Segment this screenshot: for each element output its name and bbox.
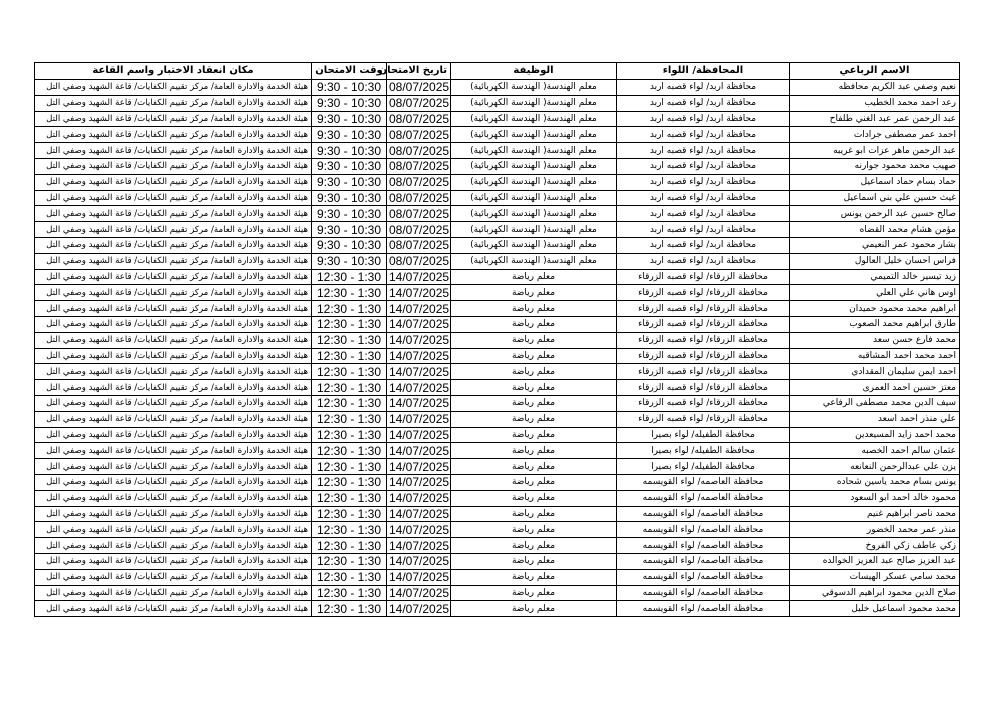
cell-date: 14/07/2025 — [387, 380, 451, 396]
cell-place: هيئة الخدمة والادارة العامة/ مركز تقييم الكفايات/ قاعة الشهيد وصفي التل — [35, 269, 312, 285]
cell-governorate: محافظة الزرقاء/ لواء قصبه الزرقاء — [617, 348, 790, 364]
cell-governorate: محافظة الطفيله/ لواء بصيرا — [617, 443, 790, 459]
cell-job: معلم رياضة — [451, 569, 617, 585]
cell-time: 12:30 - 1:30 — [312, 269, 387, 285]
cell-name: ابراهيم محمد محمود حميدان — [790, 301, 960, 317]
cell-time: 12:30 - 1:30 — [312, 585, 387, 601]
cell-place: هيئة الخدمة والادارة العامة/ مركز تقييم الكفايات/ قاعة الشهيد وصفي التل — [35, 222, 312, 238]
cell-place: هيئة الخدمة والادارة العامة/ مركز تقييم الكفايات/ قاعة الشهيد وصفي التل — [35, 80, 312, 96]
cell-date: 14/07/2025 — [387, 364, 451, 380]
cell-place: هيئة الخدمة والادارة العامة/ مركز تقييم الكفايات/ قاعة الشهيد وصفي التل — [35, 585, 312, 601]
cell-name: محمود خالد احمد ابو السعود — [790, 490, 960, 506]
cell-job: معلم رياضة — [451, 538, 617, 554]
cell-governorate: محافظة اربد/ لواء قصبه اربد — [617, 111, 790, 127]
cell-name: مؤمن هشام محمد القضاه — [790, 222, 960, 238]
table-row — [35, 95, 960, 111]
cell-governorate: محافظة اربد/ لواء قصبه اربد — [617, 143, 790, 159]
cell-place: هيئة الخدمة والادارة العامة/ مركز تقييم الكفايات/ قاعة الشهيد وصفي التل — [35, 490, 312, 506]
table-row — [35, 253, 960, 269]
cell-time: 12:30 - 1:30 — [312, 332, 387, 348]
cell-place: هيئة الخدمة والادارة العامة/ مركز تقييم الكفايات/ قاعة الشهيد وصفي التل — [35, 443, 312, 459]
cell-job: معلم رياضة — [451, 269, 617, 285]
cell-name: صلاح الدين محمود ابراهيم الدسوقي — [790, 585, 960, 601]
cell-job: معلم رياضة — [451, 380, 617, 396]
cell-place: هيئة الخدمة والادارة العامة/ مركز تقييم الكفايات/ قاعة الشهيد وصفي التل — [35, 553, 312, 569]
cell-time: 12:30 - 1:30 — [312, 553, 387, 569]
cell-date: 14/07/2025 — [387, 411, 451, 427]
table-row — [35, 474, 960, 490]
cell-job: معلم رياضة — [451, 459, 617, 475]
table-row — [35, 348, 960, 364]
cell-job: معلم الهندسة( الهندسة الكهربائية) — [451, 174, 617, 190]
table-row — [35, 395, 960, 411]
table-row — [35, 332, 960, 348]
cell-job: معلم رياضة — [451, 427, 617, 443]
cell-time: 9:30 - 10:30 — [312, 206, 387, 222]
cell-place: هيئة الخدمة والادارة العامة/ مركز تقييم الكفايات/ قاعة الشهيد وصفي التل — [35, 380, 312, 396]
cell-job: معلم الهندسة( الهندسة الكهربائية) — [451, 143, 617, 159]
cell-name: اوس هاني علي العلي — [790, 285, 960, 301]
cell-place: هيئة الخدمة والادارة العامة/ مركز تقييم الكفايات/ قاعة الشهيد وصفي التل — [35, 316, 312, 332]
table-row — [35, 569, 960, 585]
cell-job: معلم رياضة — [451, 490, 617, 506]
cell-job: معلم الهندسة( الهندسة الكهربائية) — [451, 190, 617, 206]
cell-time: 9:30 - 10:30 — [312, 174, 387, 190]
cell-date: 08/07/2025 — [387, 158, 451, 174]
cell-place: هيئة الخدمة والادارة العامة/ مركز تقييم الكفايات/ قاعة الشهيد وصفي التل — [35, 427, 312, 443]
header-name: الاسم الرباعي — [790, 63, 960, 80]
cell-name: محمد محمود اسماعيل خليل — [790, 601, 960, 617]
cell-date: 08/07/2025 — [387, 222, 451, 238]
table-row — [35, 411, 960, 427]
cell-job: معلم رياضة — [451, 395, 617, 411]
cell-job: معلم رياضة — [451, 506, 617, 522]
cell-name: عبد الرحمن ماهر عزات ابو غريبه — [790, 143, 960, 159]
cell-name: غيث حسين علي بني اسماعيل — [790, 190, 960, 206]
cell-name: فراس احسان خليل العالول — [790, 253, 960, 269]
cell-job: معلم الهندسة( الهندسة الكهربائية) — [451, 80, 617, 96]
cell-date: 08/07/2025 — [387, 95, 451, 111]
cell-time: 9:30 - 10:30 — [312, 111, 387, 127]
cell-governorate: محافظة الزرقاء/ لواء قصبه الزرقاء — [617, 316, 790, 332]
cell-job: معلم رياضة — [451, 316, 617, 332]
table-row — [35, 364, 960, 380]
cell-time: 12:30 - 1:30 — [312, 474, 387, 490]
cell-time: 9:30 - 10:30 — [312, 222, 387, 238]
table-row — [35, 380, 960, 396]
cell-governorate: محافظة اربد/ لواء قصبه اربد — [617, 80, 790, 96]
table-row — [35, 316, 960, 332]
table-row — [35, 206, 960, 222]
cell-date: 08/07/2025 — [387, 253, 451, 269]
table-row — [35, 80, 960, 96]
cell-name: عثمان سالم احمد الخصبه — [790, 443, 960, 459]
cell-job: معلم رياضة — [451, 443, 617, 459]
cell-governorate: محافظة الزرقاء/ لواء قصبه الزرقاء — [617, 285, 790, 301]
table-row — [35, 158, 960, 174]
cell-place: هيئة الخدمة والادارة العامة/ مركز تقييم الكفايات/ قاعة الشهيد وصفي التل — [35, 253, 312, 269]
header-time: وقت الامتحان — [312, 63, 387, 80]
cell-time: 9:30 - 10:30 — [312, 237, 387, 253]
cell-date: 14/07/2025 — [387, 585, 451, 601]
cell-governorate: محافظة اربد/ لواء قصبه اربد — [617, 127, 790, 143]
cell-place: هيئة الخدمة والادارة العامة/ مركز تقييم الكفايات/ قاعة الشهيد وصفي التل — [35, 601, 312, 617]
cell-name: احمد ايمن سليمان المقدادي — [790, 364, 960, 380]
cell-name: رعد احمد محمد الخطيب — [790, 95, 960, 111]
table-row — [35, 143, 960, 159]
cell-governorate: محافظة العاصمه/ لواء القويسمه — [617, 553, 790, 569]
cell-name: احمد محمد احمد المشاقبه — [790, 348, 960, 364]
cell-place: هيئة الخدمة والادارة العامة/ مركز تقييم الكفايات/ قاعة الشهيد وصفي التل — [35, 506, 312, 522]
cell-governorate: محافظة العاصمه/ لواء القويسمه — [617, 506, 790, 522]
table-body — [35, 80, 960, 617]
cell-governorate: محافظة الزرقاء/ لواء قصبه الزرقاء — [617, 332, 790, 348]
cell-date: 14/07/2025 — [387, 569, 451, 585]
cell-governorate: محافظة اربد/ لواء قصبه اربد — [617, 174, 790, 190]
cell-governorate: محافظة العاصمه/ لواء القويسمه — [617, 601, 790, 617]
cell-place: هيئة الخدمة والادارة العامة/ مركز تقييم الكفايات/ قاعة الشهيد وصفي التل — [35, 143, 312, 159]
cell-time: 9:30 - 10:30 — [312, 95, 387, 111]
cell-governorate: محافظة العاصمه/ لواء القويسمه — [617, 569, 790, 585]
cell-job: معلم رياضة — [451, 348, 617, 364]
cell-name: يزن علي عبدالرحمن النعانعه — [790, 459, 960, 475]
cell-date: 08/07/2025 — [387, 127, 451, 143]
cell-date: 14/07/2025 — [387, 601, 451, 617]
cell-time: 12:30 - 1:30 — [312, 301, 387, 317]
cell-name: يونس بسام محمد ياسين شحاده — [790, 474, 960, 490]
table-row — [35, 269, 960, 285]
cell-governorate: محافظة العاصمه/ لواء القويسمه — [617, 585, 790, 601]
cell-time: 12:30 - 1:30 — [312, 348, 387, 364]
cell-governorate: محافظة الزرقاء/ لواء قصبه الزرقاء — [617, 380, 790, 396]
cell-time: 12:30 - 1:30 — [312, 285, 387, 301]
table-row — [35, 190, 960, 206]
cell-date: 14/07/2025 — [387, 269, 451, 285]
table-row — [35, 459, 960, 475]
cell-job: معلم رياضة — [451, 411, 617, 427]
cell-job: معلم رياضة — [451, 332, 617, 348]
cell-date: 14/07/2025 — [387, 538, 451, 554]
cell-name: صالح حسين عبد الرحمن يونس — [790, 206, 960, 222]
table-row — [35, 443, 960, 459]
table-row — [35, 553, 960, 569]
cell-governorate: محافظة الزرقاء/ لواء قصبه الزرقاء — [617, 301, 790, 317]
cell-time: 12:30 - 1:30 — [312, 316, 387, 332]
cell-name: صهيب محمد محمود جوارنه — [790, 158, 960, 174]
table-row — [35, 301, 960, 317]
cell-place: هيئة الخدمة والادارة العامة/ مركز تقييم الكفايات/ قاعة الشهيد وصفي التل — [35, 237, 312, 253]
cell-date: 14/07/2025 — [387, 285, 451, 301]
cell-time: 9:30 - 10:30 — [312, 253, 387, 269]
cell-date: 14/07/2025 — [387, 301, 451, 317]
cell-name: محمد فارع حسن سعد — [790, 332, 960, 348]
cell-job: معلم رياضة — [451, 301, 617, 317]
cell-time: 9:30 - 10:30 — [312, 158, 387, 174]
cell-time: 12:30 - 1:30 — [312, 364, 387, 380]
cell-time: 12:30 - 1:30 — [312, 522, 387, 538]
cell-time: 9:30 - 10:30 — [312, 80, 387, 96]
cell-place: هيئة الخدمة والادارة العامة/ مركز تقييم الكفايات/ قاعة الشهيد وصفي التل — [35, 158, 312, 174]
cell-job: معلم الهندسة( الهندسة الكهربائية) — [451, 206, 617, 222]
cell-time: 12:30 - 1:30 — [312, 427, 387, 443]
table-row — [35, 127, 960, 143]
cell-place: هيئة الخدمة والادارة العامة/ مركز تقييم الكفايات/ قاعة الشهيد وصفي التل — [35, 538, 312, 554]
cell-time: 9:30 - 10:30 — [312, 143, 387, 159]
table-row — [35, 601, 960, 617]
table-row — [35, 522, 960, 538]
cell-date: 14/07/2025 — [387, 395, 451, 411]
cell-date: 14/07/2025 — [387, 459, 451, 475]
table-row — [35, 506, 960, 522]
cell-name: سيف الدين محمد مصطفى الرفاعي — [790, 395, 960, 411]
cell-date: 14/07/2025 — [387, 522, 451, 538]
cell-place: هيئة الخدمة والادارة العامة/ مركز تقييم الكفايات/ قاعة الشهيد وصفي التل — [35, 301, 312, 317]
cell-job: معلم الهندسة( الهندسة الكهربائية) — [451, 222, 617, 238]
cell-governorate: محافظة الطفيله/ لواء بصيرا — [617, 427, 790, 443]
cell-governorate: محافظة العاصمه/ لواء القويسمه — [617, 490, 790, 506]
cell-name: عبد العزيز صالح عبد العزيز الخوالده — [790, 553, 960, 569]
cell-time: 9:30 - 10:30 — [312, 190, 387, 206]
header-place: مكان انعقاد الاختبار واسم القاعة — [35, 63, 312, 80]
cell-job: معلم الهندسة( الهندسة الكهربائية) — [451, 95, 617, 111]
cell-place: هيئة الخدمة والادارة العامة/ مركز تقييم الكفايات/ قاعة الشهيد وصفي التل — [35, 348, 312, 364]
cell-governorate: محافظة اربد/ لواء قصبه اربد — [617, 222, 790, 238]
cell-job: معلم الهندسة( الهندسة الكهربائية) — [451, 253, 617, 269]
cell-time: 12:30 - 1:30 — [312, 601, 387, 617]
cell-place: هيئة الخدمة والادارة العامة/ مركز تقييم الكفايات/ قاعة الشهيد وصفي التل — [35, 395, 312, 411]
cell-governorate: محافظة الزرقاء/ لواء قصبه الزرقاء — [617, 269, 790, 285]
cell-place: هيئة الخدمة والادارة العامة/ مركز تقييم الكفايات/ قاعة الشهيد وصفي التل — [35, 411, 312, 427]
cell-job: معلم رياضة — [451, 553, 617, 569]
cell-job: معلم الهندسة( الهندسة الكهربائية) — [451, 237, 617, 253]
cell-job: معلم الهندسة( الهندسة الكهربائية) — [451, 111, 617, 127]
cell-date: 14/07/2025 — [387, 316, 451, 332]
cell-name: زكي عاطف زكي الفروخ — [790, 538, 960, 554]
cell-date: 14/07/2025 — [387, 443, 451, 459]
cell-date: 14/07/2025 — [387, 427, 451, 443]
cell-name: زيد تيسير خالد التميمي — [790, 269, 960, 285]
cell-time: 12:30 - 1:30 — [312, 443, 387, 459]
cell-place: هيئة الخدمة والادارة العامة/ مركز تقييم الكفايات/ قاعة الشهيد وصفي التل — [35, 190, 312, 206]
cell-name: معتز حسين احمد العمرى — [790, 380, 960, 396]
cell-date: 08/07/2025 — [387, 111, 451, 127]
table-row — [35, 490, 960, 506]
cell-place: هيئة الخدمة والادارة العامة/ مركز تقييم الكفايات/ قاعة الشهيد وصفي التل — [35, 95, 312, 111]
cell-name: علي منذر احمد اسعد — [790, 411, 960, 427]
cell-time: 12:30 - 1:30 — [312, 459, 387, 475]
cell-governorate: محافظة الزرقاء/ لواء قصبه الزرقاء — [617, 411, 790, 427]
cell-job: معلم رياضة — [451, 585, 617, 601]
cell-governorate: محافظة الزرقاء/ لواء قصبه الزرقاء — [617, 364, 790, 380]
table-row — [35, 585, 960, 601]
cell-name: حماد بسام حماد اسماعيل — [790, 174, 960, 190]
cell-date: 14/07/2025 — [387, 474, 451, 490]
cell-job: معلم الهندسة( الهندسة الكهربائية) — [451, 127, 617, 143]
cell-date: 08/07/2025 — [387, 237, 451, 253]
cell-place: هيئة الخدمة والادارة العامة/ مركز تقييم الكفايات/ قاعة الشهيد وصفي التل — [35, 569, 312, 585]
cell-time: 12:30 - 1:30 — [312, 490, 387, 506]
cell-date: 08/07/2025 — [387, 190, 451, 206]
cell-governorate: محافظة اربد/ لواء قصبه اربد — [617, 253, 790, 269]
cell-governorate: محافظة اربد/ لواء قصبه اربد — [617, 158, 790, 174]
cell-job: معلم رياضة — [451, 474, 617, 490]
cell-place: هيئة الخدمة والادارة العامة/ مركز تقييم الكفايات/ قاعة الشهيد وصفي التل — [35, 206, 312, 222]
cell-place: هيئة الخدمة والادارة العامة/ مركز تقييم الكفايات/ قاعة الشهيد وصفي التل — [35, 364, 312, 380]
cell-governorate: محافظة الطفيله/ لواء بصيرا — [617, 459, 790, 475]
cell-place: هيئة الخدمة والادارة العامة/ مركز تقييم الكفايات/ قاعة الشهيد وصفي التل — [35, 127, 312, 143]
cell-job: معلم رياضة — [451, 364, 617, 380]
cell-governorate: محافظة اربد/ لواء قصبه اربد — [617, 237, 790, 253]
cell-place: هيئة الخدمة والادارة العامة/ مركز تقييم الكفايات/ قاعة الشهيد وصفي التل — [35, 522, 312, 538]
header-date: تاريخ الامتحان — [387, 63, 451, 80]
cell-date: 14/07/2025 — [387, 490, 451, 506]
exam-schedule-sheet — [34, 62, 959, 617]
cell-date: 14/07/2025 — [387, 348, 451, 364]
cell-date: 08/07/2025 — [387, 143, 451, 159]
header-row — [35, 63, 960, 80]
cell-place: هيئة الخدمة والادارة العامة/ مركز تقييم الكفايات/ قاعة الشهيد وصفي التل — [35, 111, 312, 127]
cell-date: 14/07/2025 — [387, 332, 451, 348]
cell-name: طارق ابراهيم محمد الصعوب — [790, 316, 960, 332]
table-row — [35, 285, 960, 301]
cell-time: 12:30 - 1:30 — [312, 380, 387, 396]
table-row — [35, 174, 960, 190]
cell-date: 08/07/2025 — [387, 174, 451, 190]
cell-name: نعيم وصفي عبد الكريم محافظه — [790, 80, 960, 96]
cell-date: 08/07/2025 — [387, 206, 451, 222]
cell-governorate: محافظة الزرقاء/ لواء قصبه الزرقاء — [617, 395, 790, 411]
cell-place: هيئة الخدمة والادارة العامة/ مركز تقييم الكفايات/ قاعة الشهيد وصفي التل — [35, 174, 312, 190]
cell-time: 9:30 - 10:30 — [312, 127, 387, 143]
table-row — [35, 111, 960, 127]
cell-job: معلم رياضة — [451, 601, 617, 617]
cell-name: منذر عمر محمد الخضور — [790, 522, 960, 538]
cell-time: 12:30 - 1:30 — [312, 395, 387, 411]
table-row — [35, 427, 960, 443]
header-governorate: المحافظة/ اللواء — [617, 63, 790, 80]
cell-name: محمد احمد زايد المسيعدين — [790, 427, 960, 443]
cell-date: 08/07/2025 — [387, 80, 451, 96]
cell-governorate: محافظة اربد/ لواء قصبه اربد — [617, 95, 790, 111]
cell-place: هيئة الخدمة والادارة العامة/ مركز تقييم الكفايات/ قاعة الشهيد وصفي التل — [35, 474, 312, 490]
cell-place: هيئة الخدمة والادارة العامة/ مركز تقييم الكفايات/ قاعة الشهيد وصفي التل — [35, 285, 312, 301]
cell-time: 12:30 - 1:30 — [312, 569, 387, 585]
exam-schedule-table — [34, 62, 960, 617]
cell-place: هيئة الخدمة والادارة العامة/ مركز تقييم الكفايات/ قاعة الشهيد وصفي التل — [35, 459, 312, 475]
cell-place: هيئة الخدمة والادارة العامة/ مركز تقييم الكفايات/ قاعة الشهيد وصفي التل — [35, 332, 312, 348]
cell-name: احمد عمر مصطفى جرادات — [790, 127, 960, 143]
cell-name: عبد الرحمن عمر عبد الغني طلفاح — [790, 111, 960, 127]
cell-governorate: محافظة اربد/ لواء قصبه اربد — [617, 190, 790, 206]
cell-date: 14/07/2025 — [387, 506, 451, 522]
cell-time: 12:30 - 1:30 — [312, 411, 387, 427]
cell-governorate: محافظة العاصمه/ لواء القويسمه — [617, 538, 790, 554]
cell-job: معلم الهندسة( الهندسة الكهربائية) — [451, 158, 617, 174]
cell-name: محمد ناصر ابراهيم غنيم — [790, 506, 960, 522]
cell-date: 14/07/2025 — [387, 553, 451, 569]
cell-governorate: محافظة العاصمه/ لواء القويسمه — [617, 522, 790, 538]
cell-governorate: محافظة العاصمه/ لواء القويسمه — [617, 474, 790, 490]
cell-job: معلم رياضة — [451, 522, 617, 538]
table-row — [35, 222, 960, 238]
cell-job: معلم رياضة — [451, 285, 617, 301]
table-row — [35, 538, 960, 554]
cell-name: بشار محمود عمر النعيمي — [790, 237, 960, 253]
table-row — [35, 237, 960, 253]
cell-name: محمد سامي عسكر الهيسات — [790, 569, 960, 585]
cell-governorate: محافظة اربد/ لواء قصبه اربد — [617, 206, 790, 222]
header-job: الوظيفة — [451, 63, 617, 80]
cell-time: 12:30 - 1:30 — [312, 538, 387, 554]
cell-time: 12:30 - 1:30 — [312, 506, 387, 522]
